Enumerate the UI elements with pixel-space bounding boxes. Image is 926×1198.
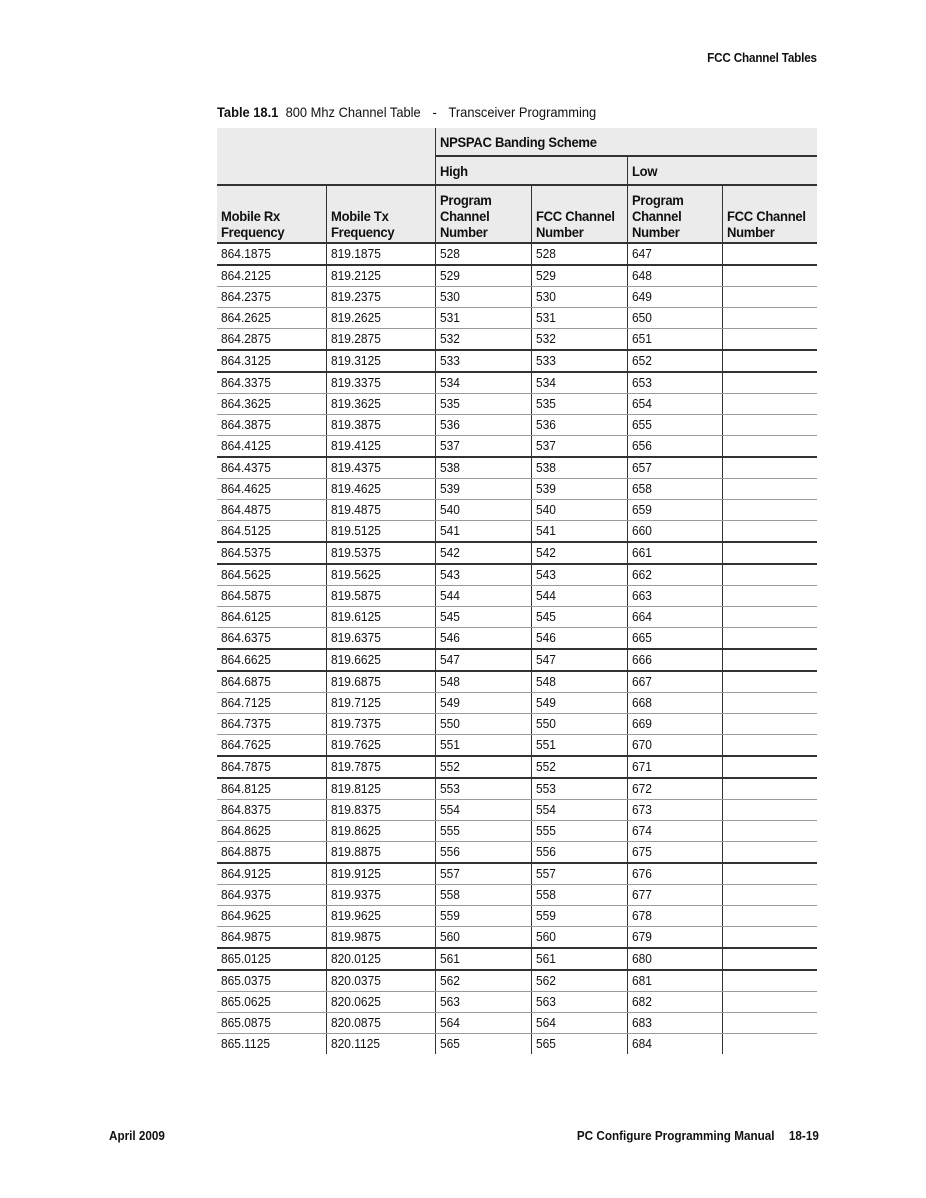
cell-high-program-channel: 555 xyxy=(435,821,531,842)
cell-low-program-channel: 651 xyxy=(627,329,722,351)
cell-mobile-tx: 819.3125 xyxy=(326,350,435,372)
cell-high-fcc-channel: 553 xyxy=(531,778,627,800)
cell-low-fcc-channel xyxy=(722,436,817,458)
cell-mobile-rx: 864.9625 xyxy=(217,906,326,927)
cell-mobile-rx: 864.9875 xyxy=(217,927,326,949)
cell-mobile-tx: 819.6625 xyxy=(326,649,435,671)
cell-high-program-channel: 531 xyxy=(435,308,531,329)
cell-low-program-channel: 668 xyxy=(627,693,722,714)
cell-mobile-tx: 819.2625 xyxy=(326,308,435,329)
cell-mobile-rx: 864.6375 xyxy=(217,628,326,650)
cell-mobile-tx: 819.5625 xyxy=(326,564,435,586)
table-row xyxy=(217,842,817,864)
cell-high-program-channel: 548 xyxy=(435,671,531,693)
cell-low-program-channel: 662 xyxy=(627,564,722,586)
footer-manual xyxy=(577,1128,819,1143)
cell-high-program-channel: 540 xyxy=(435,500,531,521)
cell-mobile-rx: 864.7375 xyxy=(217,714,326,735)
cell-mobile-tx: 819.5375 xyxy=(326,542,435,564)
cell-mobile-rx: 864.3125 xyxy=(217,350,326,372)
table-row xyxy=(217,906,817,927)
cell-mobile-rx: 864.8125 xyxy=(217,778,326,800)
table-row xyxy=(217,243,817,265)
table-row xyxy=(217,800,817,821)
cell-mobile-tx: 820.0125 xyxy=(326,948,435,970)
cell-high-program-channel: 543 xyxy=(435,564,531,586)
column-header-high-fcc-channel: FCC Channel Number xyxy=(531,185,627,243)
cell-low-program-channel: 650 xyxy=(627,308,722,329)
cell-high-program-channel: 554 xyxy=(435,800,531,821)
caption-separator: - xyxy=(432,104,437,120)
cell-high-fcc-channel: 547 xyxy=(531,649,627,671)
cell-high-program-channel: 532 xyxy=(435,329,531,351)
header-row-group xyxy=(217,128,817,156)
cell-mobile-tx: 819.4125 xyxy=(326,436,435,458)
table-row xyxy=(217,649,817,671)
table-row xyxy=(217,265,817,287)
cell-low-program-channel: 648 xyxy=(627,265,722,287)
cell-mobile-tx: 819.2875 xyxy=(326,329,435,351)
cell-low-fcc-channel xyxy=(722,714,817,735)
cell-high-program-channel: 556 xyxy=(435,842,531,864)
cell-mobile-rx: 864.3625 xyxy=(217,394,326,415)
cell-low-program-channel: 674 xyxy=(627,821,722,842)
cell-low-fcc-channel xyxy=(722,948,817,970)
cell-mobile-rx: 864.4875 xyxy=(217,500,326,521)
cell-high-fcc-channel: 563 xyxy=(531,992,627,1013)
cell-high-fcc-channel: 548 xyxy=(531,671,627,693)
cell-high-fcc-channel: 543 xyxy=(531,564,627,586)
cell-mobile-tx: 819.4625 xyxy=(326,479,435,500)
cell-mobile-tx: 819.8375 xyxy=(326,800,435,821)
cell-mobile-rx: 864.4125 xyxy=(217,436,326,458)
cell-low-program-channel: 649 xyxy=(627,287,722,308)
table-row xyxy=(217,714,817,735)
cell-mobile-rx: 865.0375 xyxy=(217,970,326,992)
cell-high-fcc-channel: 529 xyxy=(531,265,627,287)
cell-mobile-tx: 819.9125 xyxy=(326,863,435,885)
table-body xyxy=(217,243,817,1054)
table-row xyxy=(217,1013,817,1034)
table-title: 800 Mhz Channel Table xyxy=(285,104,421,120)
cell-high-program-channel: 535 xyxy=(435,394,531,415)
cell-low-fcc-channel xyxy=(722,906,817,927)
cell-high-program-channel: 538 xyxy=(435,457,531,479)
cell-low-fcc-channel xyxy=(722,350,817,372)
cell-high-fcc-channel: 536 xyxy=(531,415,627,436)
cell-low-fcc-channel xyxy=(722,992,817,1013)
cell-low-program-channel: 665 xyxy=(627,628,722,650)
cell-low-fcc-channel xyxy=(722,735,817,757)
cell-mobile-tx: 819.7875 xyxy=(326,756,435,778)
cell-mobile-tx: 819.1875 xyxy=(326,243,435,265)
cell-mobile-tx: 819.3625 xyxy=(326,394,435,415)
cell-mobile-tx: 819.5875 xyxy=(326,586,435,607)
cell-mobile-rx: 864.3375 xyxy=(217,372,326,394)
cell-low-program-channel: 676 xyxy=(627,863,722,885)
cell-low-fcc-channel xyxy=(722,842,817,864)
footer-manual-title: PC Configure Programming Manual xyxy=(577,1128,775,1143)
cell-high-program-channel: 550 xyxy=(435,714,531,735)
cell-high-fcc-channel: 550 xyxy=(531,714,627,735)
cell-high-program-channel: 537 xyxy=(435,436,531,458)
cell-high-program-channel: 530 xyxy=(435,287,531,308)
cell-high-program-channel: 542 xyxy=(435,542,531,564)
cell-mobile-rx: 864.5625 xyxy=(217,564,326,586)
cell-high-program-channel: 545 xyxy=(435,607,531,628)
cell-low-fcc-channel xyxy=(722,800,817,821)
cell-low-program-channel: 664 xyxy=(627,607,722,628)
table-row xyxy=(217,415,817,436)
table-row xyxy=(217,607,817,628)
cell-mobile-tx: 819.9625 xyxy=(326,906,435,927)
table-row xyxy=(217,1034,817,1055)
table-row xyxy=(217,350,817,372)
cell-high-fcc-channel: 533 xyxy=(531,350,627,372)
cell-mobile-tx: 819.5125 xyxy=(326,521,435,543)
cell-low-fcc-channel xyxy=(722,885,817,906)
cell-high-fcc-channel: 565 xyxy=(531,1034,627,1055)
cell-low-program-channel: 681 xyxy=(627,970,722,992)
cell-mobile-rx: 864.7875 xyxy=(217,756,326,778)
header-row-columns xyxy=(217,185,817,243)
cell-low-fcc-channel xyxy=(722,287,817,308)
cell-high-program-channel: 563 xyxy=(435,992,531,1013)
cell-low-fcc-channel xyxy=(722,243,817,265)
cell-low-program-channel: 671 xyxy=(627,756,722,778)
table-row xyxy=(217,735,817,757)
cell-mobile-rx: 864.5875 xyxy=(217,586,326,607)
table-row xyxy=(217,693,817,714)
table-row xyxy=(217,542,817,564)
cell-high-program-channel: 560 xyxy=(435,927,531,949)
table-row xyxy=(217,885,817,906)
cell-high-fcc-channel: 534 xyxy=(531,372,627,394)
cell-low-program-channel: 670 xyxy=(627,735,722,757)
cell-low-program-channel: 657 xyxy=(627,457,722,479)
table-row xyxy=(217,948,817,970)
cell-low-program-channel: 667 xyxy=(627,671,722,693)
cell-mobile-tx: 819.2125 xyxy=(326,265,435,287)
cell-high-fcc-channel: 542 xyxy=(531,542,627,564)
table-row xyxy=(217,756,817,778)
cell-high-fcc-channel: 556 xyxy=(531,842,627,864)
cell-low-fcc-channel xyxy=(722,329,817,351)
cell-high-program-channel: 529 xyxy=(435,265,531,287)
cell-high-fcc-channel: 535 xyxy=(531,394,627,415)
cell-high-program-channel: 547 xyxy=(435,649,531,671)
cell-high-fcc-channel: 562 xyxy=(531,970,627,992)
cell-low-program-channel: 680 xyxy=(627,948,722,970)
cell-high-program-channel: 534 xyxy=(435,372,531,394)
cell-low-program-channel: 658 xyxy=(627,479,722,500)
cell-low-program-channel: 654 xyxy=(627,394,722,415)
column-header-low-program-channel: Program Channel Number xyxy=(627,185,722,243)
cell-high-fcc-channel: 545 xyxy=(531,607,627,628)
cell-high-program-channel: 557 xyxy=(435,863,531,885)
cell-low-fcc-channel xyxy=(722,1034,817,1055)
cell-high-fcc-channel: 532 xyxy=(531,329,627,351)
header-blank-cell xyxy=(217,128,435,185)
cell-mobile-rx: 864.8375 xyxy=(217,800,326,821)
cell-high-fcc-channel: 540 xyxy=(531,500,627,521)
cell-mobile-rx: 864.2625 xyxy=(217,308,326,329)
cell-low-program-channel: 679 xyxy=(627,927,722,949)
group-header-npspac: NPSPAC Banding Scheme xyxy=(435,128,817,156)
cell-low-fcc-channel xyxy=(722,415,817,436)
cell-high-fcc-channel: 549 xyxy=(531,693,627,714)
cell-high-fcc-channel: 560 xyxy=(531,927,627,949)
table-row xyxy=(217,521,817,543)
cell-high-program-channel: 541 xyxy=(435,521,531,543)
cell-low-program-channel: 647 xyxy=(627,243,722,265)
cell-mobile-rx: 865.0875 xyxy=(217,1013,326,1034)
cell-low-program-channel: 673 xyxy=(627,800,722,821)
cell-low-fcc-channel xyxy=(722,970,817,992)
cell-high-program-channel: 553 xyxy=(435,778,531,800)
cell-mobile-tx: 820.0625 xyxy=(326,992,435,1013)
cell-low-fcc-channel xyxy=(722,542,817,564)
cell-high-fcc-channel: 552 xyxy=(531,756,627,778)
cell-high-fcc-channel: 539 xyxy=(531,479,627,500)
cell-mobile-rx: 864.9125 xyxy=(217,863,326,885)
cell-high-program-channel: 549 xyxy=(435,693,531,714)
cell-low-fcc-channel xyxy=(722,265,817,287)
cell-mobile-rx: 865.0125 xyxy=(217,948,326,970)
cell-high-fcc-channel: 554 xyxy=(531,800,627,821)
cell-low-fcc-channel xyxy=(722,457,817,479)
table-row xyxy=(217,394,817,415)
footer-date: April 2009 xyxy=(109,1128,165,1143)
cell-low-fcc-channel xyxy=(722,927,817,949)
table-row xyxy=(217,970,817,992)
table-row xyxy=(217,436,817,458)
cell-mobile-tx: 819.8875 xyxy=(326,842,435,864)
cell-mobile-rx: 864.6875 xyxy=(217,671,326,693)
cell-low-fcc-channel xyxy=(722,821,817,842)
table-row xyxy=(217,863,817,885)
cell-mobile-tx: 819.7625 xyxy=(326,735,435,757)
cell-mobile-tx: 819.9375 xyxy=(326,885,435,906)
cell-low-fcc-channel xyxy=(722,649,817,671)
table-subtitle: Transceiver Programming xyxy=(448,104,597,120)
cell-high-program-channel: 561 xyxy=(435,948,531,970)
cell-low-fcc-channel xyxy=(722,756,817,778)
cell-mobile-tx: 819.9875 xyxy=(326,927,435,949)
cell-high-fcc-channel: 541 xyxy=(531,521,627,543)
table-row xyxy=(217,778,817,800)
cell-mobile-tx: 820.1125 xyxy=(326,1034,435,1055)
table-row xyxy=(217,628,817,650)
cell-high-fcc-channel: 544 xyxy=(531,586,627,607)
cell-mobile-tx: 819.7125 xyxy=(326,693,435,714)
cell-mobile-rx: 864.4625 xyxy=(217,479,326,500)
cell-low-fcc-channel xyxy=(722,308,817,329)
cell-high-fcc-channel: 538 xyxy=(531,457,627,479)
cell-low-program-channel: 652 xyxy=(627,350,722,372)
cell-high-fcc-channel: 531 xyxy=(531,308,627,329)
table-caption xyxy=(217,104,596,120)
table-row xyxy=(217,329,817,351)
table-row xyxy=(217,671,817,693)
cell-high-program-channel: 544 xyxy=(435,586,531,607)
cell-high-fcc-channel: 530 xyxy=(531,287,627,308)
cell-mobile-tx: 819.6875 xyxy=(326,671,435,693)
cell-high-fcc-channel: 558 xyxy=(531,885,627,906)
cell-high-fcc-channel: 537 xyxy=(531,436,627,458)
cell-high-program-channel: 565 xyxy=(435,1034,531,1055)
cell-mobile-tx: 819.8125 xyxy=(326,778,435,800)
cell-low-program-channel: 672 xyxy=(627,778,722,800)
cell-low-program-channel: 682 xyxy=(627,992,722,1013)
table-row xyxy=(217,992,817,1013)
cell-mobile-rx: 864.8625 xyxy=(217,821,326,842)
cell-high-fcc-channel: 551 xyxy=(531,735,627,757)
cell-mobile-rx: 864.3875 xyxy=(217,415,326,436)
table-row xyxy=(217,821,817,842)
column-header-mobile-tx: Mobile Tx Frequency xyxy=(326,185,435,243)
cell-mobile-rx: 864.5125 xyxy=(217,521,326,543)
table-row xyxy=(217,586,817,607)
cell-mobile-rx: 864.6625 xyxy=(217,649,326,671)
cell-low-program-channel: 678 xyxy=(627,906,722,927)
cell-low-fcc-channel xyxy=(722,671,817,693)
cell-low-program-channel: 656 xyxy=(627,436,722,458)
cell-high-fcc-channel: 528 xyxy=(531,243,627,265)
cell-low-program-channel: 684 xyxy=(627,1034,722,1055)
cell-low-fcc-channel xyxy=(722,479,817,500)
cell-low-fcc-channel xyxy=(722,863,817,885)
cell-low-program-channel: 669 xyxy=(627,714,722,735)
cell-high-program-channel: 564 xyxy=(435,1013,531,1034)
cell-mobile-tx: 819.6125 xyxy=(326,607,435,628)
cell-high-fcc-channel: 557 xyxy=(531,863,627,885)
cell-mobile-rx: 865.0625 xyxy=(217,992,326,1013)
table-row xyxy=(217,308,817,329)
cell-mobile-tx: 819.3375 xyxy=(326,372,435,394)
subgroup-header-high: High xyxy=(435,156,627,185)
cell-high-program-channel: 558 xyxy=(435,885,531,906)
cell-low-program-channel: 660 xyxy=(627,521,722,543)
cell-mobile-rx: 864.1875 xyxy=(217,243,326,265)
cell-mobile-rx: 864.2125 xyxy=(217,265,326,287)
cell-low-program-channel: 663 xyxy=(627,586,722,607)
cell-high-program-channel: 559 xyxy=(435,906,531,927)
subgroup-header-low: Low xyxy=(627,156,817,185)
page-number: 18-19 xyxy=(789,1128,819,1143)
cell-low-program-channel: 675 xyxy=(627,842,722,864)
cell-low-fcc-channel xyxy=(722,628,817,650)
cell-high-program-channel: 539 xyxy=(435,479,531,500)
column-header-mobile-rx: Mobile Rx Frequency xyxy=(217,185,326,243)
table-row xyxy=(217,500,817,521)
cell-low-fcc-channel xyxy=(722,394,817,415)
cell-high-program-channel: 533 xyxy=(435,350,531,372)
table-row xyxy=(217,927,817,949)
cell-mobile-rx: 864.9375 xyxy=(217,885,326,906)
cell-high-fcc-channel: 559 xyxy=(531,906,627,927)
cell-low-fcc-channel xyxy=(722,564,817,586)
cell-low-fcc-channel xyxy=(722,1013,817,1034)
table-row xyxy=(217,457,817,479)
cell-low-fcc-channel xyxy=(722,693,817,714)
cell-low-program-channel: 683 xyxy=(627,1013,722,1034)
cell-high-program-channel: 562 xyxy=(435,970,531,992)
table-row xyxy=(217,479,817,500)
running-header-title: FCC Channel Tables xyxy=(707,50,817,65)
column-header-high-program-channel: Program Channel Number xyxy=(435,185,531,243)
cell-mobile-rx: 864.7125 xyxy=(217,693,326,714)
cell-high-program-channel: 552 xyxy=(435,756,531,778)
table-row xyxy=(217,287,817,308)
cell-low-program-channel: 653 xyxy=(627,372,722,394)
cell-mobile-rx: 864.4375 xyxy=(217,457,326,479)
cell-mobile-rx: 864.8875 xyxy=(217,842,326,864)
cell-low-fcc-channel xyxy=(722,778,817,800)
cell-low-fcc-channel xyxy=(722,586,817,607)
cell-low-program-channel: 677 xyxy=(627,885,722,906)
cell-mobile-tx: 819.6375 xyxy=(326,628,435,650)
table-row xyxy=(217,372,817,394)
cell-low-fcc-channel xyxy=(722,521,817,543)
cell-mobile-tx: 819.8625 xyxy=(326,821,435,842)
cell-low-fcc-channel xyxy=(722,500,817,521)
cell-mobile-tx: 819.7375 xyxy=(326,714,435,735)
cell-low-program-channel: 659 xyxy=(627,500,722,521)
cell-mobile-rx: 864.5375 xyxy=(217,542,326,564)
cell-low-program-channel: 655 xyxy=(627,415,722,436)
cell-mobile-rx: 864.7625 xyxy=(217,735,326,757)
cell-low-program-channel: 666 xyxy=(627,649,722,671)
cell-mobile-rx: 864.6125 xyxy=(217,607,326,628)
column-header-low-fcc-channel: FCC Channel Number xyxy=(722,185,817,243)
cell-mobile-rx: 865.1125 xyxy=(221,1036,271,1051)
cell-mobile-tx: 819.2375 xyxy=(326,287,435,308)
cell-mobile-rx: 864.2875 xyxy=(217,329,326,351)
cell-high-program-channel: 536 xyxy=(435,415,531,436)
cell-high-fcc-channel: 546 xyxy=(531,628,627,650)
cell-mobile-tx: 819.3875 xyxy=(326,415,435,436)
cell-high-fcc-channel: 555 xyxy=(531,821,627,842)
cell-high-program-channel: 528 xyxy=(435,243,531,265)
cell-low-program-channel: 661 xyxy=(627,542,722,564)
cell-mobile-tx: 819.4875 xyxy=(326,500,435,521)
table-number: Table 18.1 xyxy=(217,104,279,120)
cell-mobile-tx: 820.0875 xyxy=(326,1013,435,1034)
cell-high-program-channel: 551 xyxy=(435,735,531,757)
cell-low-fcc-channel xyxy=(722,607,817,628)
cell-high-fcc-channel: 564 xyxy=(531,1013,627,1034)
cell-high-fcc-channel: 561 xyxy=(531,948,627,970)
cell-low-fcc-channel xyxy=(722,372,817,394)
cell-mobile-rx: 864.2375 xyxy=(217,287,326,308)
cell-mobile-tx: 819.4375 xyxy=(326,457,435,479)
cell-mobile-tx: 820.0375 xyxy=(326,970,435,992)
cell-high-program-channel: 546 xyxy=(435,628,531,650)
table-row xyxy=(217,564,817,586)
channel-table xyxy=(217,128,817,1054)
